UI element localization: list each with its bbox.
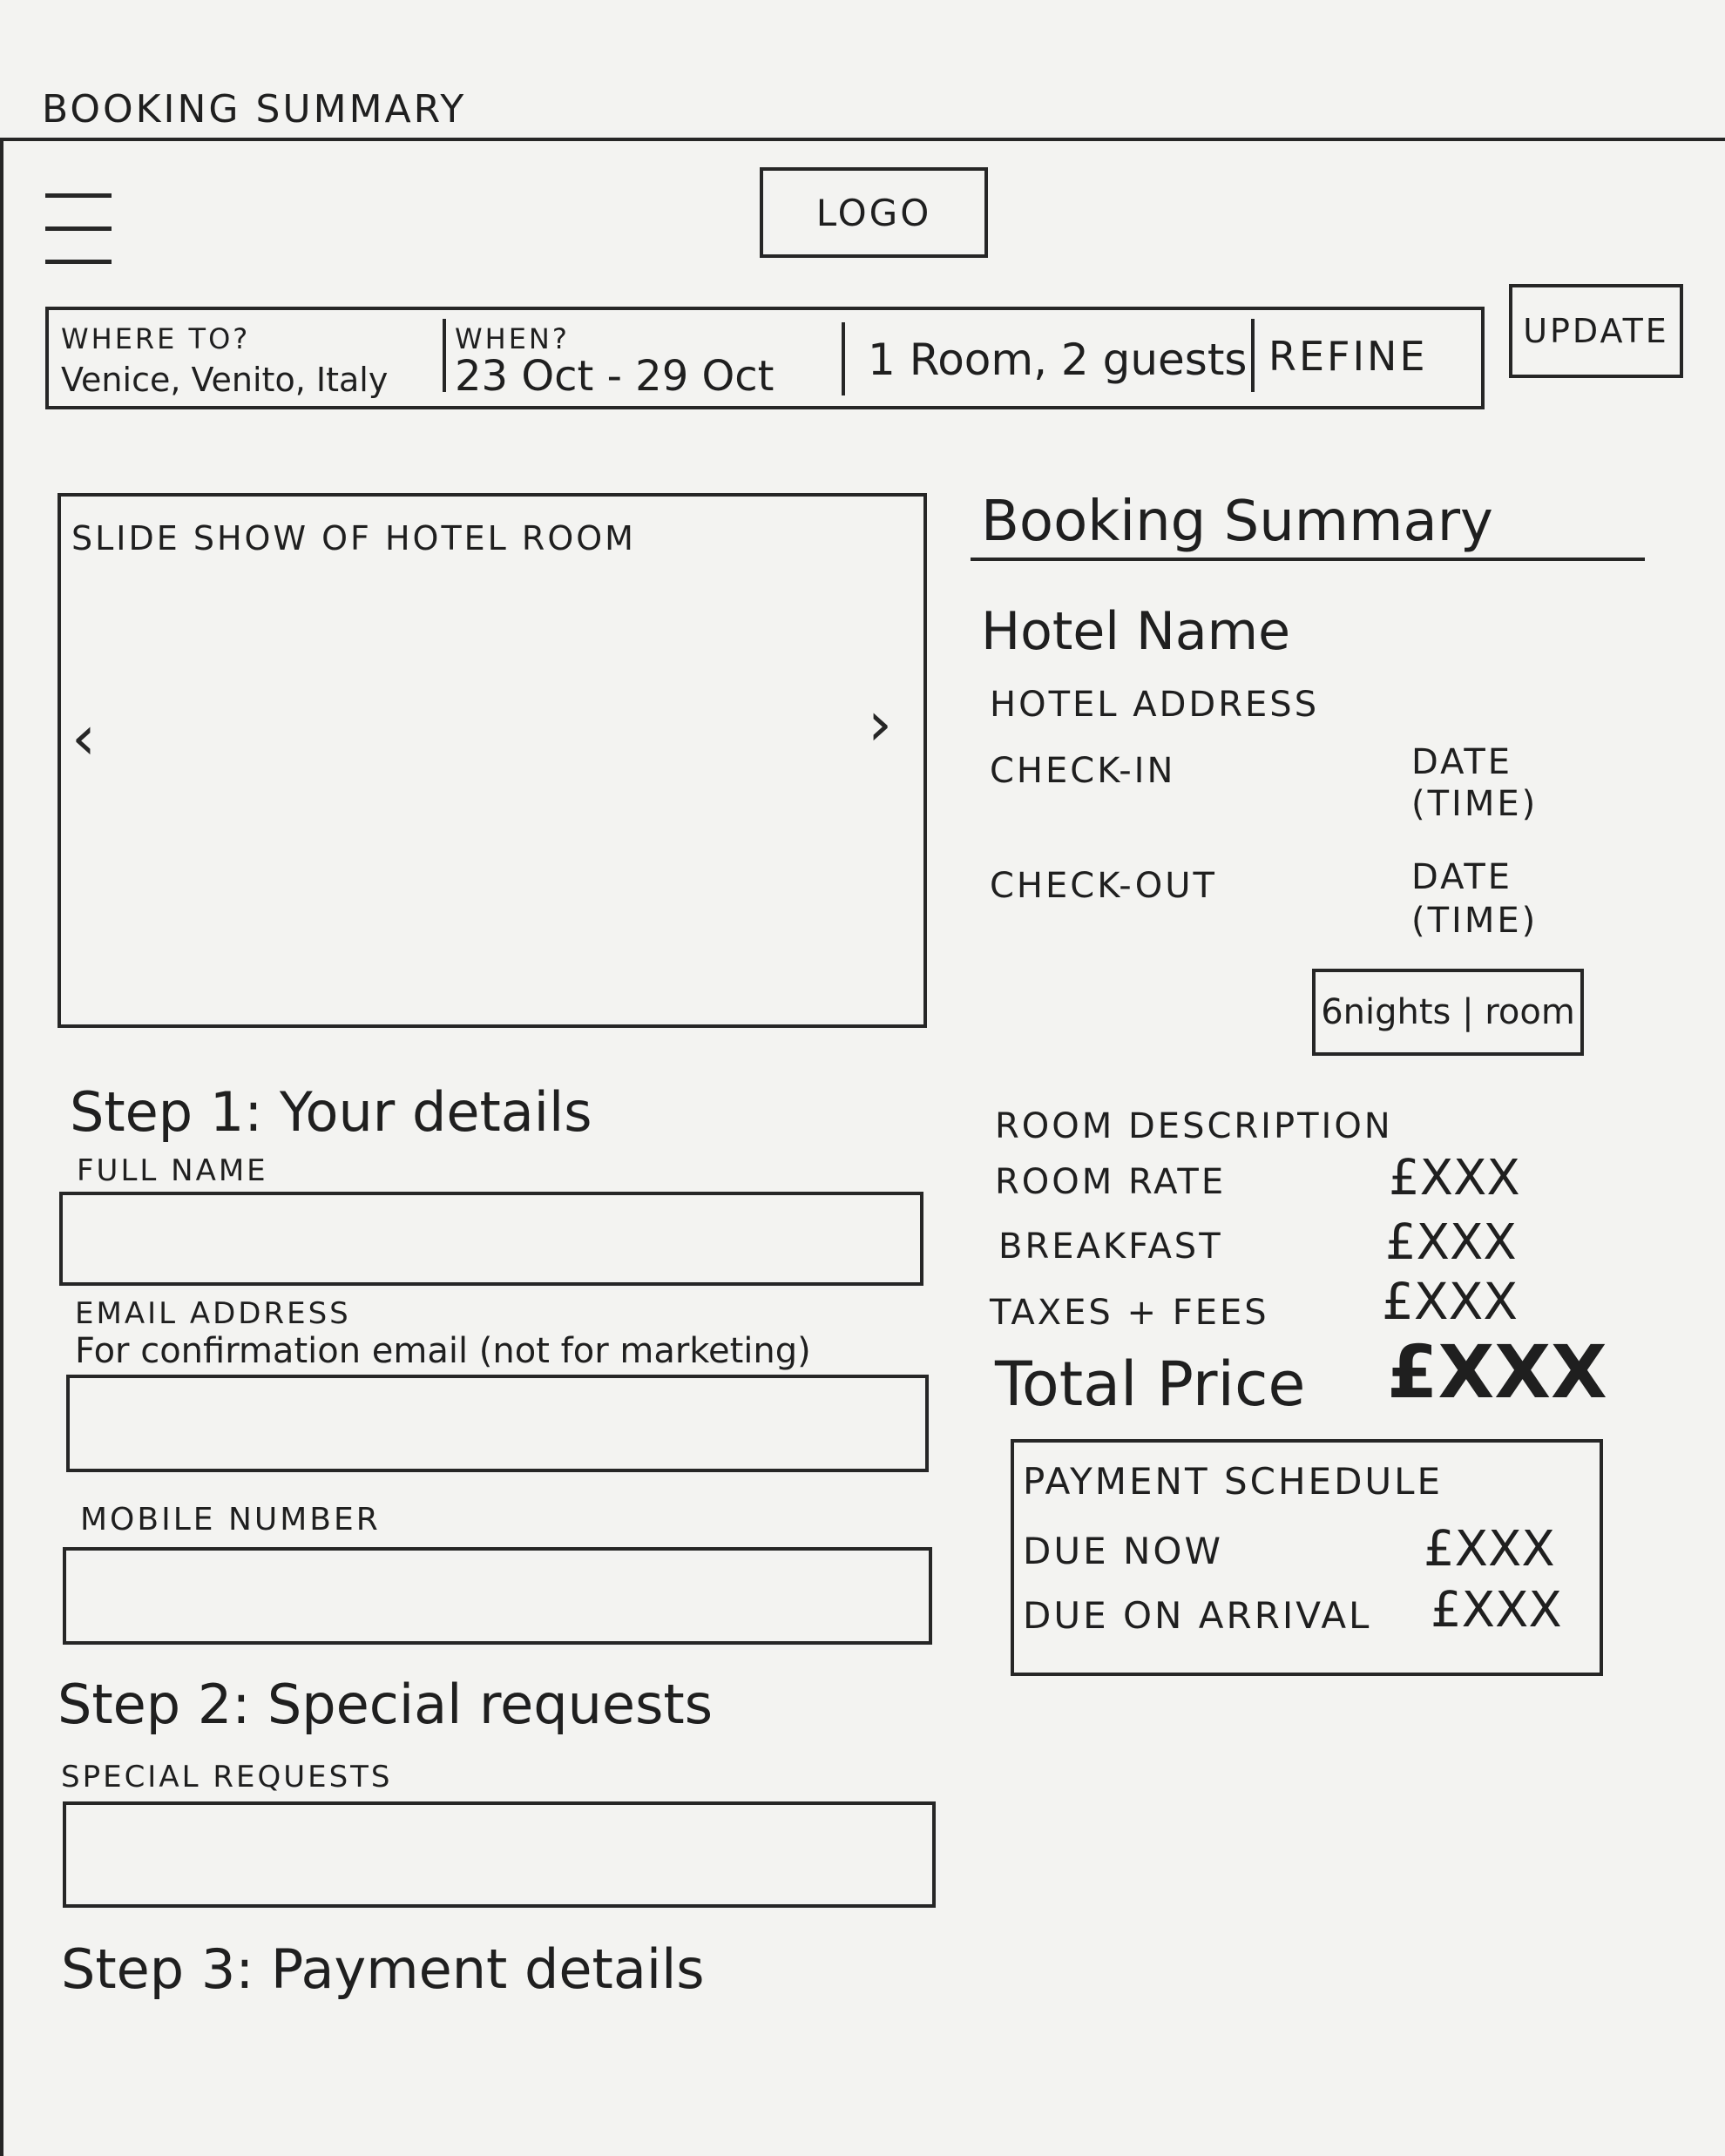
guests-value: 1 Room, 2 guests [868,335,1248,385]
check-in-label: CHECK-IN [990,751,1176,791]
check-in-time: (TIME) [1411,784,1539,824]
step3-heading: Step 3: Payment details [61,1937,705,2001]
mobile-label: MOBILE NUMBER [80,1502,381,1538]
total-price-value: £XXX [1387,1329,1607,1415]
frame-left-border [0,138,3,2156]
when-label: WHEN? [455,322,570,355]
check-out-date: DATE [1411,857,1513,897]
step2-heading: Step 2: Special requests [58,1673,713,1736]
email-hint: For confirmation email (not for marketing) [75,1331,811,1371]
menu-icon[interactable] [45,193,115,268]
room-rate-label: ROOM RATE [995,1162,1227,1202]
logo-text: LOGO [815,191,932,234]
where-label: WHERE TO? [61,322,251,355]
hotel-room-slideshow[interactable] [58,493,927,1028]
breakfast-value: £XXX [1385,1214,1517,1271]
guests-field[interactable] [868,328,1286,397]
payment-schedule-heading: PAYMENT SCHEDULE [1023,1460,1444,1503]
due-on-arrival-value: £XXX [1431,1582,1562,1639]
taxes-fees-value: £XXX [1382,1272,1519,1331]
email-input[interactable] [66,1375,929,1472]
slideshow-next-icon[interactable]: › [868,688,892,760]
hotel-name: Hotel Name [981,601,1291,662]
check-in-date: DATE [1411,742,1513,782]
update-label: UPDATE [1523,312,1669,350]
summary-heading-underline [971,558,1645,561]
step1-heading: Step 1: Your details [70,1080,592,1144]
summary-heading: Booking Summary [981,490,1493,554]
update-button[interactable] [1509,284,1683,378]
refine-label: REFINE [1268,333,1428,380]
logo[interactable] [760,167,988,258]
where-field[interactable] [61,319,444,402]
page-title: BOOKING SUMMARY [42,87,467,132]
email-label: EMAIL ADDRESS [75,1296,351,1331]
slideshow-label: SLIDE SHOW OF HOTEL ROOM [71,519,636,558]
taxes-fees-label: TAXES + FEES [990,1293,1269,1333]
when-field[interactable] [455,319,873,402]
check-out-label: CHECK-OUT [990,866,1217,906]
total-price-label: Total Price [995,1348,1306,1420]
room-rate-value: £XXX [1389,1150,1520,1206]
full-name-input[interactable] [59,1192,923,1286]
special-requests-label: SPECIAL REQUESTS [61,1760,393,1794]
nights-badge-text: 6nights | room [1321,992,1575,1032]
frame-top-border [0,138,1725,141]
check-out-time: (TIME) [1411,901,1539,941]
room-description: ROOM DESCRIPTION [995,1106,1393,1146]
nights-badge [1312,969,1584,1056]
breakfast-label: BREAKFAST [998,1227,1223,1267]
payment-schedule [1011,1439,1603,1676]
due-on-arrival-label: DUE ON ARRIVAL [1023,1594,1372,1637]
refine-button[interactable] [1268,326,1469,395]
special-requests-input[interactable] [63,1801,936,1908]
hotel-address: HOTEL ADDRESS [990,685,1320,725]
full-name-label: FULL NAME [77,1153,268,1188]
due-now-label: DUE NOW [1023,1530,1223,1572]
mobile-input[interactable] [63,1547,932,1645]
slideshow-prev-icon[interactable]: ‹ [71,702,96,774]
search-bar [45,307,1485,409]
when-value: 23 Oct - 29 Oct [455,352,775,401]
where-value: Venice, Venito, Italy [61,361,389,399]
due-now-value: £XXX [1424,1521,1555,1578]
